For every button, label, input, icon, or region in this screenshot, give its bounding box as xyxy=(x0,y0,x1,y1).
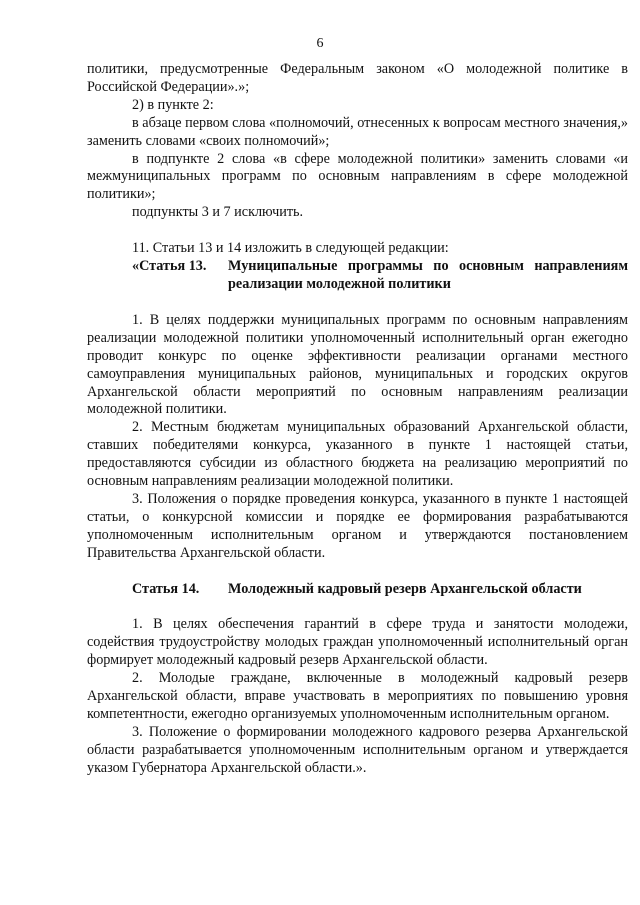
article-13-paragraph-3: 3. Положения о порядке проведения конкурса, указанного в пункте 1 настоящей статьи, о конкурсной комиссии и порядке ее формирования разрабатываются уполномоченным исполнительным органом и утверждаются постановлением Правительства Архангельской области. xyxy=(87,490,628,561)
document-body xyxy=(87,61,628,778)
paragraph-item-2: 2) в пункте 2: xyxy=(132,96,214,113)
paragraph-continuation: политики, предусмотренные Федеральным законом «О молодежной политике в Российской Федерации».»; xyxy=(87,61,628,95)
article-13-number: «Статья 13. xyxy=(132,258,207,275)
article-13-heading xyxy=(87,258,628,294)
page-number: 6 xyxy=(316,36,324,51)
article-14-paragraph-1: 1. В целях обеспечения гарантий в сфере труда и занятости молодежи, содействия трудоустройству молодых граждан уполномоченный исполнительный орган формирует молодежный кадровый резерв Архангельской области. xyxy=(87,616,628,669)
article-14-paragraph-2: 2. Молодые граждане, включенные в молодежный кадровый резерв Архангельской области, вправе участвовать в мероприятиях по повышению уровня компетентности, ежегодно организуемых уполномоченным исполнительным органом. xyxy=(87,670,628,722)
article-14-number: Статья 14. xyxy=(132,580,200,597)
article-14-paragraph-3: 3. Положение о формировании молодежного кадрового резерва Архангельской области разрабатывается уполномоченным исполнительным органом и утверждается указом Губернатора Архангельской области.». xyxy=(87,723,628,776)
paragraph-subitem-2: в подпункте 2 слова «в сфере молодежной политики» заменить словами «и межмуниципальных программ по основным направлениям в сфере молодежной политики»; xyxy=(87,150,628,203)
article-13-title: Муниципальные программы по основным направлениям реализации молодежной политики xyxy=(228,258,628,292)
paragraph-subitems-exclude: подпункты 3 и 7 исключить. xyxy=(132,204,304,221)
article-13-paragraph-1: 1. В целях поддержки муниципальных программ по основным направлениям реализации молодежной политики уполномоченный исполнительный орган ежегодно проводит конкурс по оценке эффективности реализации органами местного самоуправления муниципальных районов, муниципальных и городских округов Архангельской области мероприятий по основным направлениям реализации молодежной политики. xyxy=(87,311,628,418)
paragraph-abzac-first: в абзаце первом слова «полномочий, отнесенных к вопросам местного значения,» заменить словами «своих полномочий»; xyxy=(87,114,628,149)
paragraph-item-11: 11. Статьи 13 и 14 изложить в следующей редакции: xyxy=(132,240,449,257)
article-14-heading xyxy=(87,581,628,599)
article-14-title: Молодежный кадровый резерв Архангельской области xyxy=(228,580,582,597)
article-13-paragraph-2: 2. Местным бюджетам муниципальных образований Архангельской области, ставших победителями конкурса, указанного в пункте 1 настоящей статьи, предоставляются субсидии из областного бюджета на реализацию мероприятий по основным направлениям реализации молодежной политики. xyxy=(87,419,628,490)
